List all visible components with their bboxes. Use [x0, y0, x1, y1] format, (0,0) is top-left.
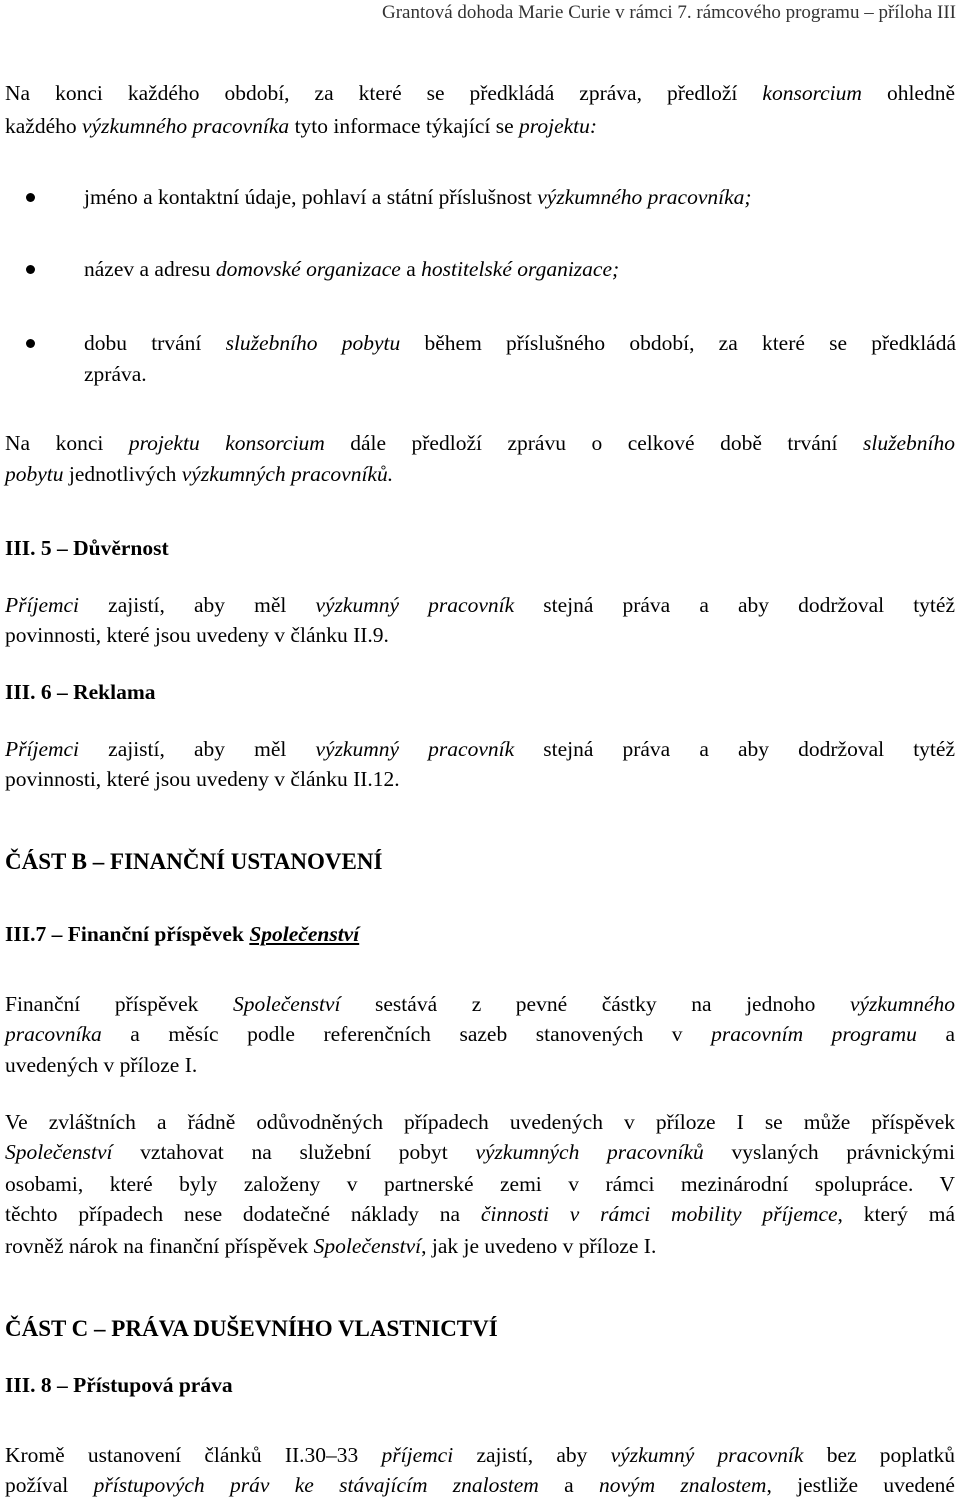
bullet-item-2: název a adresu domovské organizace a hostitelské organizace; [84, 257, 620, 281]
sec8-line-1: Kromě ustanovení článků II.30–33 příjemci zajistí, aby výzkumný pracovník bez poplatků [5, 1443, 955, 1467]
sec7-p1-line-3: uvedených v příloze I. [5, 1053, 198, 1077]
sec5-line-1: Příjemci zajistí, aby měl výzkumný pracovník stejná práva a aby dodržoval tytéž [5, 593, 955, 617]
para2-line-2: pobytu jednotlivých výzkumných pracovníků. [5, 462, 394, 486]
bullet-item-3: dobu trvání služebního pobytu během příslušného období, za které se předkládá [84, 331, 957, 355]
section-heading-financial: III.7 – Finanční příspěvek Společenství [5, 922, 360, 946]
sec7-p2-line-1: Ve zvláštních a řádně odůvodněných případech uvedených v příloze I se může příspěvek [5, 1110, 955, 1134]
section-heading-access-rights: III. 8 – Přístupová práva [5, 1373, 233, 1397]
section-heading-advertising: III. 6 – Reklama [5, 680, 156, 704]
sec7-p1-line-2: pracovníka a měsíc podle referenčních sazeb stanovených v pracovním programu a [5, 1022, 956, 1046]
section-heading-confidentiality: III. 5 – Důvěrnost [5, 536, 169, 560]
sec5-line-2: povinnosti, které jsou uvedeny v článku II.9. [5, 623, 389, 647]
bullet-icon [26, 193, 35, 202]
intro-line-2: každého výzkumného pracovníka tyto informace týkající se projektu: [5, 114, 598, 138]
sec7-p1-line-1: Finanční příspěvek Společenství sestává z pevné částky na jednoho výzkumného [5, 992, 956, 1016]
sec7-p2-line-4: těchto případech nese dodatečné náklady na činnosti v rámci mobility příjemce, který má [5, 1202, 955, 1226]
page-header: Grantová dohoda Marie Curie v rámci 7. rámcového programu – příloha III [381, 2, 956, 23]
bullet-item-1: jméno a kontaktní údaje, pohlaví a státní příslušnost výzkumného pracovníka; [84, 185, 752, 209]
bullet-icon [26, 265, 35, 274]
bullet-icon [26, 339, 35, 348]
sec8-line-2: požíval přístupových práv ke stávajícím znalostem a novým znalostem, jestliže uvedené [5, 1473, 955, 1497]
intro-line-1: Na konci každého období, za které se předkládá zpráva, předloží konsorcium ohledně [5, 81, 955, 105]
part-c-heading: ČÁST C – PRÁVA DUŠEVNÍHO VLASTNICTVÍ [5, 1316, 498, 1341]
part-b-heading: ČÁST B – FINANČNÍ USTANOVENÍ [5, 849, 383, 874]
sec7-p2-line-2: Společenství vztahovat na služební pobyt výzkumných pracovníků vyslaných právnickými [5, 1140, 955, 1164]
sec6-line-1: Příjemci zajistí, aby měl výzkumný pracovník stejná práva a aby dodržoval tytéž [5, 737, 955, 761]
para2-line-1: Na konci projektu konsorcium dále předloží zprávu o celkové době trvání služebního [5, 431, 955, 455]
sec7-p2-line-3: osobami, které byly založeny v partnerské zemi v rámci mezinárodní spolupráce. V [5, 1172, 955, 1196]
bullet-item-3-cont: zpráva. [84, 362, 147, 386]
sec7-p2-line-5: rovněž nárok na finanční příspěvek Společenství, jak je uvedeno v příloze I. [5, 1234, 657, 1258]
sec6-line-2: povinnosti, které jsou uvedeny v článku II.12. [5, 767, 400, 791]
